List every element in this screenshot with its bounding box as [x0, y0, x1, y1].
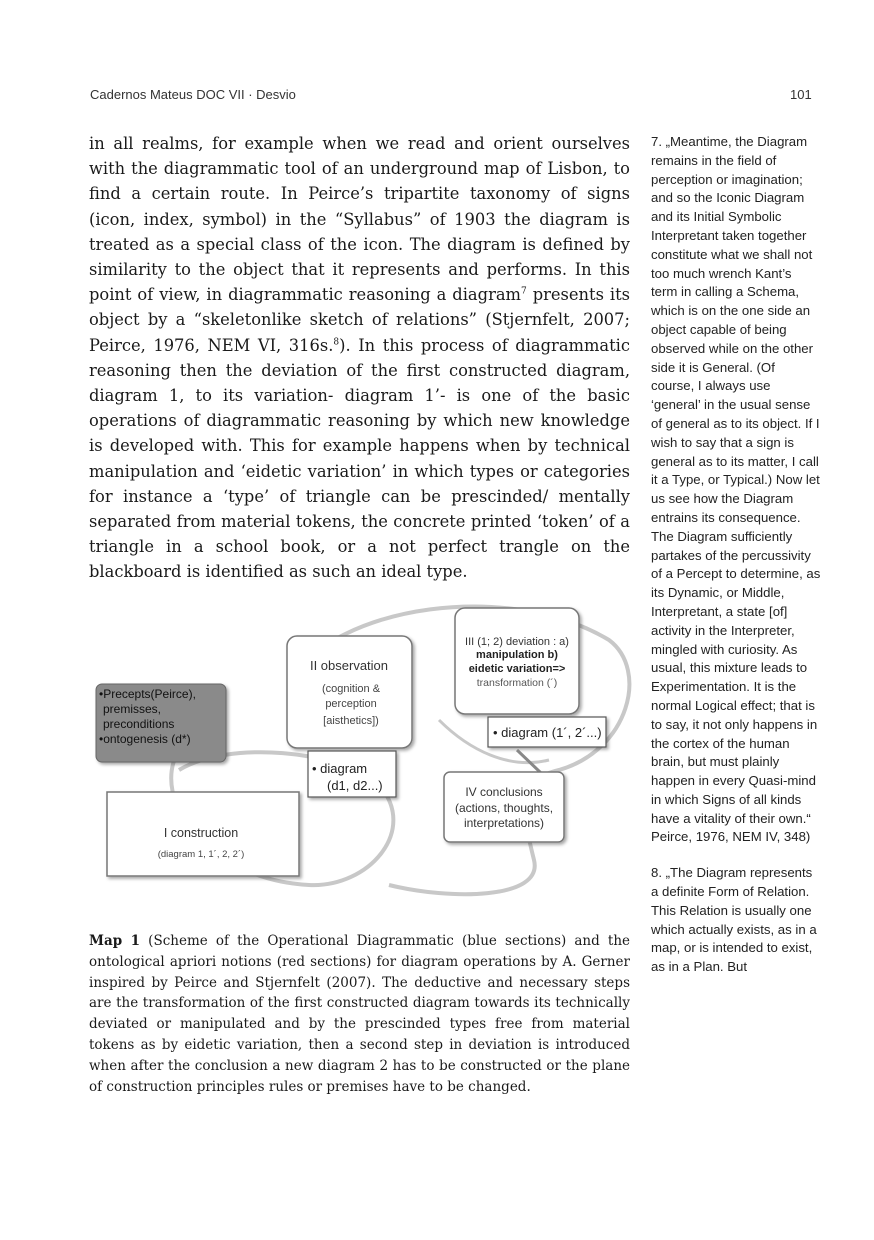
footnote-8: 8. „The Diagram represents a definite Form of Relation. This Relation is usually one which actually exists, as in a map, or is intended to exist, as in a Plan. But — [651, 865, 817, 975]
deviation-line4: transformation (´) — [476, 677, 558, 689]
footnote-ref-7: 7 — [521, 286, 527, 297]
deviation-line3: eidetic variation=> — [468, 663, 566, 675]
construction-box — [107, 792, 299, 876]
side-notes — [651, 133, 821, 994]
observation-line2: perception — [325, 698, 377, 710]
running-header: Cadernos Mateus DOC VII · Desvio — [90, 87, 296, 102]
diagram-d-line1: • diagram — [312, 761, 368, 776]
diagram-prime-label: • diagram (1´, 2´...) — [493, 725, 602, 740]
precepts-line4: •ontogenesis (d*) — [99, 732, 191, 746]
footnote-7: 7. „Meantime, the Diagram remains in the field of perception or imagination; and so the Iconic Diagram and its Initial Symbolic Interpretant taken together constitute what we shall not too much wrench Kant’s term in calling a Schema, which is on the one side an object capable of being observed while on the other side it is General. (Of course, I always use ‘general’ in the usual sense of general as to its object. If I wish to say that a sign is general as to its matter, I call it a Type, or Typical.) Now let us see how the Diagram entrains its consequence. The Diagram sufficiently partakes of the percussivity of a Percept to determine, as its Dynamic, or Middle, Interpretant, a state [of] activity in the Interpreter, mingled with curiosity. As usual, this mixture leads to Experimentation. It is the normal Logical effect; that is to say, it not only happens in the cortex of the human brain, but must plainly happen in every Quasi-mind in which Signs of all kinds have a vitality of their own.“ Peirce, 1976, NEM IV, 348) — [651, 134, 821, 845]
conclusions-line2: (actions, thoughts, — [454, 801, 554, 815]
page-number: 101 — [790, 87, 812, 102]
precepts-line2: premisses, — [103, 702, 162, 716]
figure-caption — [89, 931, 630, 1097]
body-text-part2: presents its object by a “skeletonlike sketch of relations” (Stjernfelt, 2007; Peirce, 1976, NEM VI, 316s. — [89, 285, 631, 355]
diagram-d-box — [308, 751, 396, 797]
conclusions-box — [444, 772, 564, 842]
observation-line1: (cognition & — [321, 683, 381, 695]
conclusions-line1: IV conclusions — [465, 785, 543, 799]
deviation-line2: manipulation b) — [476, 649, 558, 661]
footnote-ref-8: 8 — [333, 337, 340, 348]
precepts-line3: preconditions — [103, 717, 175, 731]
construction-sub: (diagram 1, 1´, 2, 2´) — [157, 849, 245, 860]
body-paragraph — [89, 131, 630, 585]
diagram-prime-box — [488, 717, 606, 747]
body-text-part1: in all realms, for example when we read and orient ourselves with the diagrammatic tool of an underground map of Lisbon, to find a certain route. In Peirce’s tripartite taxonomy of signs (icon, index, symbol) in the “Syllabus” of 1903 the diagram is treated as a special class of the icon. The diagram is defined by similarity to the object that it represents and performs. In this point of view, in diagrammatic reasoning a diagram — [89, 134, 630, 305]
conclusions-line3: interpretations) — [463, 816, 545, 830]
observation-line3: [aisthetics]) — [323, 715, 379, 727]
observation-title: II observation — [309, 658, 389, 673]
deviation-box — [455, 608, 579, 714]
deviation-line1: III (1; 2) deviation : a) — [465, 636, 569, 648]
construction-title: I construction — [163, 826, 239, 840]
diagram-d-line2: (d1, d2...) — [327, 778, 383, 793]
caption-text: (Scheme of the Operational Diagrammatic (blue sections) and the ontological apriori notions (red sections) for diagram operations by A. Gerner inspired by Peirce and Stjernfelt (2007). The deductive and necessary steps are the transformation of the first constructed diagram towards its technically deviated or manipulated and by the prescinded types free from material tokens as by eidetic variation, then a second step in deviation is introduced when after the conclusion a new diagram 2 has to be constructed or the plane of construction principles rules or premises have to be changed. — [89, 933, 630, 1095]
caption-label: Map 1 — [89, 933, 141, 949]
body-text-part3: ). In this process of diagrammatic reasoning then the deviation of the first constructed diagram, diagram 1, to its variation- diagram 1’- is one of the basic operations of diagrammatic reasoning by which new knowledge is developed with. This for example happens when by technical manipulation and ‘eidetic variation’ in which types or categories for instance a ‘type’ of triangle can be prescinded/ mentally separated from material tokens, the concrete printed ‘token’ of a triangle in a school book, or a not perfect trangle on the blackboard is identified as such an ideal type. — [89, 335, 630, 582]
observation-box — [287, 636, 412, 748]
precepts-box — [96, 684, 226, 762]
precepts-line1: •Precepts(Peirce), — [99, 687, 196, 701]
diagram-figure — [89, 600, 634, 900]
